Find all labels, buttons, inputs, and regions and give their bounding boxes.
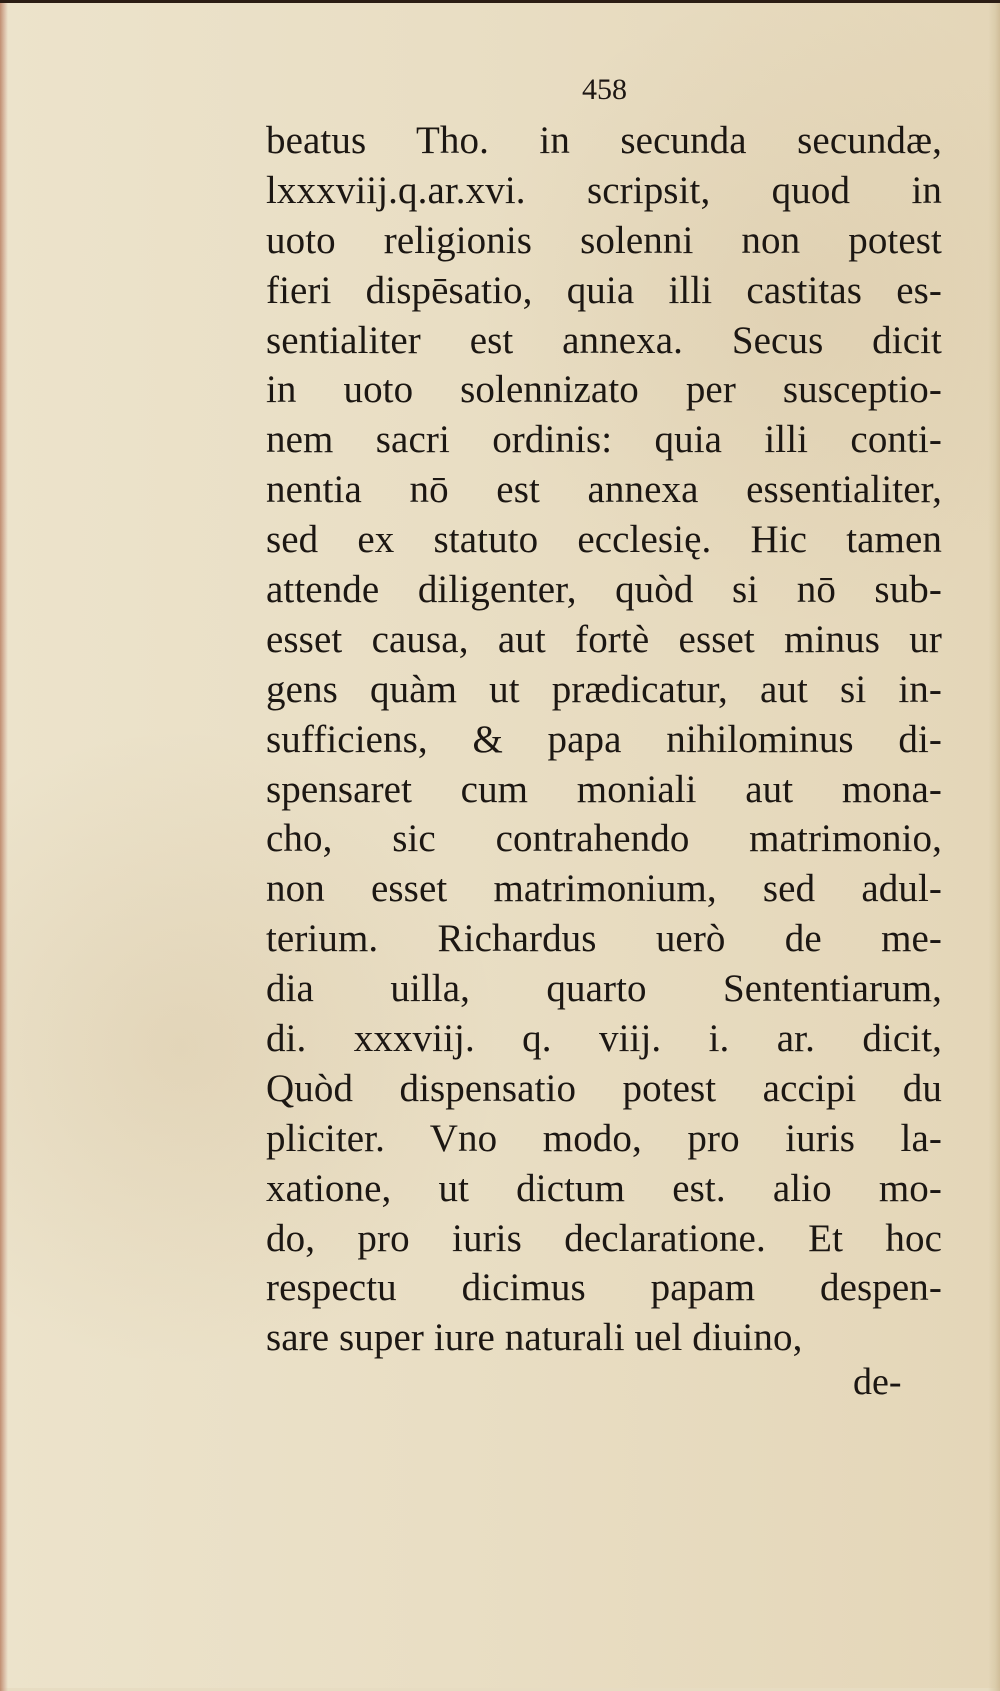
page-number: 458	[582, 73, 627, 106]
text-line: lxxxviij.q.ar.xvi. scripsit, quod in	[266, 168, 942, 212]
body-text	[266, 116, 942, 1363]
text-line: cho, sic contrahendo matrimonio,	[266, 817, 942, 861]
text-line: esset causa, aut fortè esset minus ur	[266, 617, 942, 661]
text-line: fieri dispēsatio, quia illi castitas es-	[266, 268, 942, 312]
text-line: non esset matrimonium, sed adul-	[266, 867, 942, 911]
text-line: nem sacri ordinis: quia illi conti-	[266, 418, 942, 462]
text-line: sed ex statuto ecclesię. Hic tamen	[266, 518, 942, 562]
page-left-edge	[0, 3, 8, 1691]
page-right-edge	[988, 3, 1000, 1691]
text-line: sufficiens, & papa nihilominus di-	[266, 717, 942, 761]
text-line: sentialiter est annexa. Secus dicit	[266, 318, 942, 362]
text-line: beatus Tho. in secunda secundæ,	[266, 119, 942, 162]
text-line: terium. Richardus uerò de me-	[266, 917, 942, 961]
text-line: Quòd dispensatio potest accipi du	[266, 1066, 942, 1110]
text-line: gens quàm ut prædicatur, aut si in-	[266, 667, 942, 711]
text-line: do, pro iuris declaratione. Et hoc	[266, 1216, 942, 1260]
text-line: dia uilla, quarto Sententiarum,	[266, 967, 942, 1011]
text-line: spensaret cum moniali aut mona-	[266, 767, 942, 811]
text-line: pliciter. Vno modo, pro iuris la-	[266, 1116, 942, 1160]
text-line: uoto religionis solenni non potest	[266, 218, 942, 262]
text-line: xatione, ut dictum est. alio mo-	[266, 1166, 942, 1210]
text-line: sare super iure naturali uel diuino,	[266, 1316, 803, 1360]
text-line: attende diligenter, quòd si nō sub-	[266, 568, 942, 612]
text-line: nentia nō est annexa essentialiter,	[266, 468, 942, 512]
text-line: respectu dicimus papam despen-	[266, 1266, 942, 1310]
catchword: de-	[853, 1361, 902, 1403]
text-line: in uoto solennizato per susceptio-	[266, 368, 942, 412]
text-line: di. xxxviij. q. viij. i. ar. dicit,	[266, 1017, 942, 1061]
